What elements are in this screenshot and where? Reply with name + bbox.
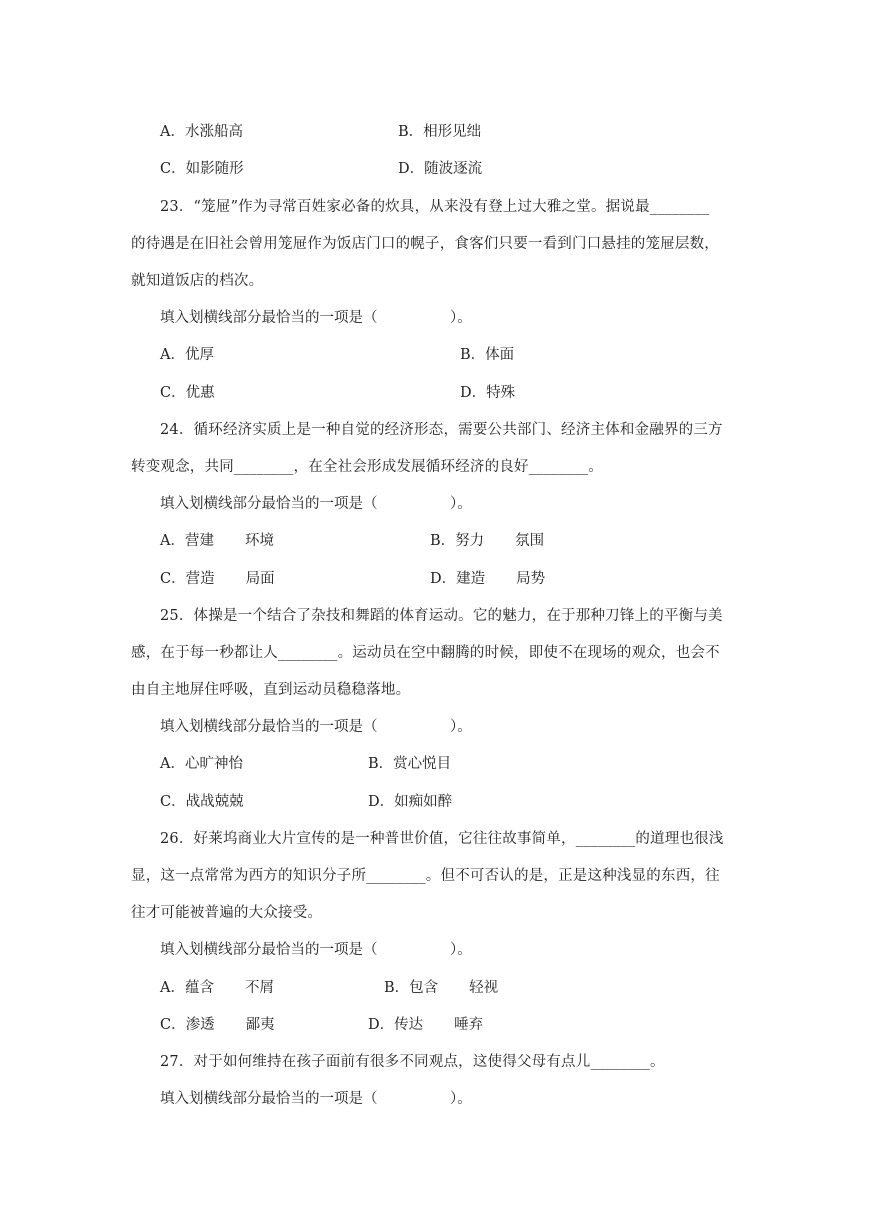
option-text: 心旷神怡 (184, 756, 243, 772)
option-letter: D． (368, 794, 395, 810)
option-letter: C． (160, 1017, 186, 1033)
option-word-2: 不屑 (244, 980, 274, 996)
q25-option-a (160, 754, 243, 774)
option-word-1: 努力 (455, 533, 485, 549)
option-letter: B． (430, 533, 456, 549)
option-word-1: 蕴含 (184, 980, 214, 996)
q24-option-d (430, 569, 545, 589)
option-text: 相形见绌 (423, 124, 482, 140)
option-text: 赏心悦目 (393, 756, 452, 772)
q22-option-b (398, 122, 481, 142)
option-letter: B． (384, 980, 410, 996)
option-letter: C． (160, 385, 186, 401)
q22-option-d (398, 159, 482, 179)
option-text: 优厚 (184, 347, 214, 363)
option-word-2: 局面 (245, 571, 275, 587)
q23-option-d (460, 383, 515, 403)
option-letter: B． (460, 347, 486, 363)
q25-stem-line-3: 由自主地屏住呼吸，直到运动员稳稳落地。 (131, 682, 411, 698)
q26-option-a (160, 978, 274, 998)
option-letter: B． (368, 756, 394, 772)
option-letter: A． (160, 533, 185, 549)
q24-option-b (430, 531, 544, 551)
q25-prompt: 填入划横线部分最恰当的一项是（ ）。 (160, 719, 472, 735)
q26-prompt: 填入划横线部分最恰当的一项是（ ）。 (160, 942, 472, 958)
q27-prompt: 填入划横线部分最恰当的一项是（ ）。 (160, 1091, 472, 1107)
q25-stem-line-2: 感，在于每一秒都让人________。运动员在空中翻腾的时候，即使不在现场的观众，也会不 (131, 645, 720, 661)
q23-option-a (160, 345, 214, 365)
option-word-1: 营造 (185, 571, 215, 587)
q25-option-b (368, 754, 451, 774)
option-word-2: 轻视 (469, 980, 499, 996)
option-text: 体面 (485, 347, 515, 363)
option-word-2: 唾弃 (454, 1017, 484, 1033)
q23-prompt: 填入划横线部分最恰当的一项是（ ）。 (160, 310, 472, 326)
option-word-1: 包含 (409, 980, 439, 996)
q25-stem-line-1: 25．体操是一个结合了杂技和舞蹈的体育运动。它的魅力，在于那种刀锋上的平衡与美 (160, 608, 723, 624)
q26-option-b (384, 978, 498, 998)
q23-option-c (160, 383, 215, 403)
option-letter: D． (430, 571, 457, 587)
q24-stem-line-2: 转变观念，共同________，在全社会形成发展循环经济的良好________。 (131, 459, 603, 475)
q23-option-b (460, 345, 514, 365)
option-letter: A． (160, 756, 185, 772)
q26-stem-line-1: 26．好莱坞商业大片宣传的是一种普世价值，它往往故事简单，________的道理也很浅 (160, 831, 724, 847)
option-text: 如痴如醉 (394, 794, 453, 810)
q25-option-d (368, 792, 452, 812)
q25-option-c (160, 792, 244, 812)
option-letter: A． (160, 124, 185, 140)
option-word-2: 环境 (244, 533, 274, 549)
q22-option-a (160, 122, 243, 142)
q26-option-d (368, 1015, 483, 1035)
option-letter: C． (160, 794, 186, 810)
option-word-2: 鄙夷 (245, 1017, 275, 1033)
option-word-1: 建造 (456, 571, 486, 587)
option-word-2: 局势 (516, 571, 546, 587)
option-word-2: 氛围 (515, 533, 545, 549)
q26-option-c (160, 1015, 275, 1035)
option-text: 如影随形 (185, 161, 244, 177)
option-letter: D． (460, 385, 487, 401)
option-word-1: 营建 (184, 533, 214, 549)
q24-prompt: 填入划横线部分最恰当的一项是（ ）。 (160, 496, 472, 512)
option-text: 随波逐流 (424, 161, 483, 177)
q24-option-a (160, 531, 274, 551)
q26-stem-line-2: 显，这一点常常为西方的知识分子所________。但不可否认的是，正是这种浅显的东西，往 (131, 868, 720, 884)
option-letter: B． (398, 124, 424, 140)
q22-option-c (160, 159, 244, 179)
q27-stem-line-1: 27．对于如何维持在孩子面前有很多不同观点，这使得父母有点儿________。 (160, 1054, 665, 1070)
option-letter: C． (160, 161, 186, 177)
q26-stem-line-3: 往才可能被普遍的大众接受。 (131, 905, 323, 921)
option-text: 特殊 (486, 385, 516, 401)
option-letter: D． (368, 1017, 395, 1033)
q24-option-c (160, 569, 275, 589)
q23-stem-line-2: 的待遇是在旧社会曾用笼屉作为饭店门口的幌子，食客们只要一看到门口悬挂的笼屉层数， (131, 236, 719, 252)
option-letter: C． (160, 571, 186, 587)
option-letter: A． (160, 980, 185, 996)
q23-stem-line-1: 23．“笼屉”作为寻常百姓家必备的炊具，从来没有登上过大雅之堂。据说最________ (160, 199, 710, 215)
option-text: 优惠 (185, 385, 215, 401)
option-word-1: 传达 (394, 1017, 424, 1033)
q24-stem-line-1: 24．循环经济实质上是一种自觉的经济形态，需要公共部门、经济主体和金融界的三方 (160, 422, 723, 438)
option-letter: A． (160, 347, 185, 363)
option-word-1: 渗透 (185, 1017, 215, 1033)
option-text: 战战兢兢 (185, 794, 244, 810)
q23-stem-line-3: 就知道饭店的档次。 (131, 273, 264, 289)
option-text: 水涨船高 (184, 124, 243, 140)
option-letter: D． (398, 161, 425, 177)
